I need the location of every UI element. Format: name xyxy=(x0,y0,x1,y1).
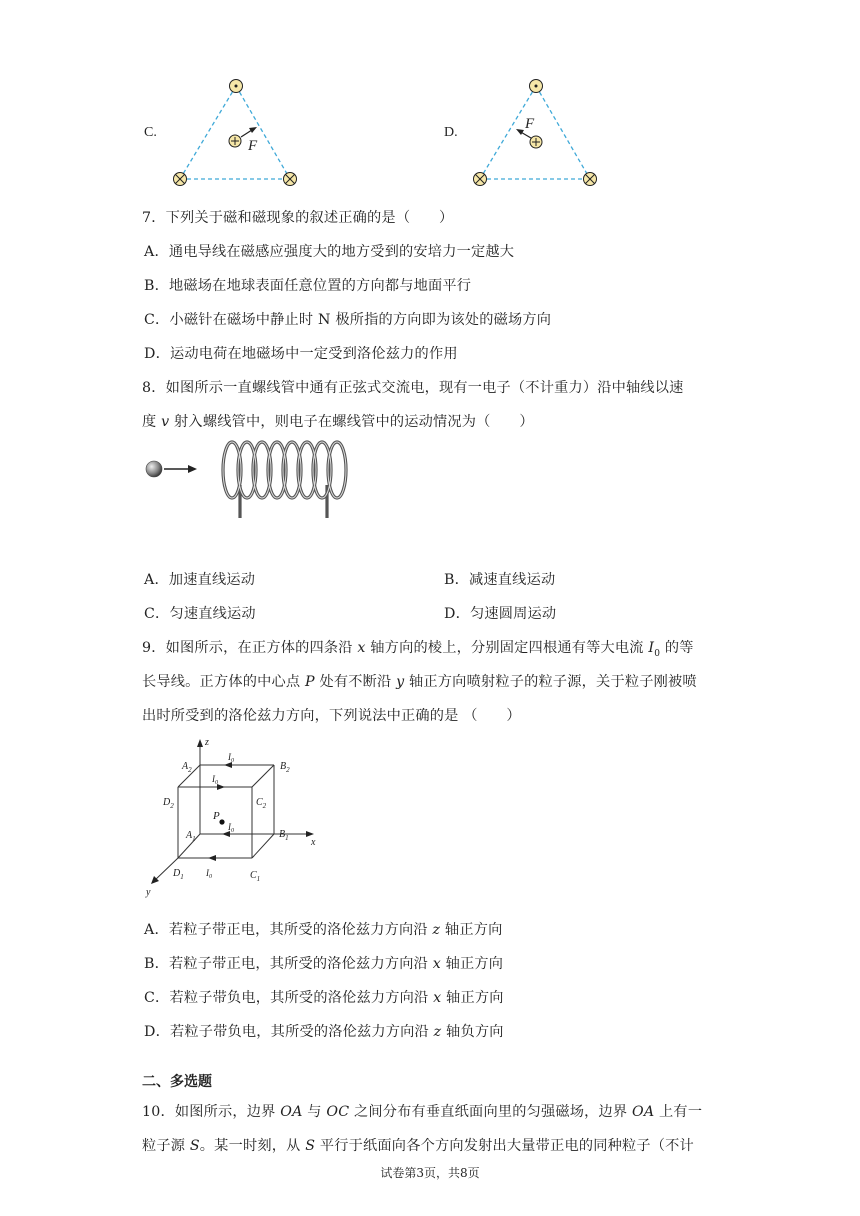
force-label: F xyxy=(248,138,258,154)
svg-text:A1: $A_1$ xyxy=(186,830,196,843)
positive-charge-icon xyxy=(229,135,241,147)
svg-text:I0: $I_0$ xyxy=(228,822,234,834)
option-c-triangle-figure xyxy=(160,70,310,195)
svg-text:z: z xyxy=(205,737,209,748)
wire-into-page-icon xyxy=(474,173,487,186)
electron-icon xyxy=(146,461,162,477)
q7-stem: 7．下列关于磁和磁现象的叙述正确的是（ ） xyxy=(142,210,454,226)
q9-stem-line3: 出时所受到的洛伦兹力方向，下列说法中正确的是 （ ） xyxy=(142,708,521,724)
option-c-label: C. xyxy=(144,125,157,140)
q8-stem-line1: 8．如图所示一直螺线管中通有正弦式交流电，现有一电子（不计重力）沿中轴线以速 xyxy=(142,380,684,396)
q8-option-c: C．匀速直线运动 xyxy=(144,606,256,622)
svg-text:C2: $C_2$ xyxy=(256,797,267,810)
svg-text:D1: $D_1$ xyxy=(173,868,184,881)
q8-option-a: A．加速直线运动 xyxy=(144,572,256,588)
q10-stem-line2: 粒子源 S。某一时刻，从 S 平行于纸面向各个方向发射出大量带正电的同种粒子（不计 xyxy=(142,1138,694,1154)
q8-option-d: D．匀速圆周运动 xyxy=(444,606,557,622)
svg-text:y: y xyxy=(146,887,151,898)
cube-figure xyxy=(140,735,330,903)
z-axis-arrow-icon xyxy=(197,739,203,747)
q7-option-a: A．通电导线在磁感应强度大的地方受到的安培力一定越大 xyxy=(144,244,515,260)
q9-option-a: A．若粒子带正电，其所受的洛伦兹力方向沿 z 轴正方向 xyxy=(144,922,503,938)
svg-text:B1: $B_1$ xyxy=(279,829,289,842)
wire-out-of-page-icon xyxy=(530,80,543,93)
q8-stem-line2: 度 v 射入螺线管中，则电子在螺线管中的运动情况为（ ） xyxy=(142,414,534,430)
q9-option-b: B．若粒子带正电，其所受的洛伦兹力方向沿 x 轴正方向 xyxy=(144,956,504,972)
center-point-p xyxy=(219,819,224,824)
svg-text:D2: $D_2$ xyxy=(163,797,174,810)
q7-option-c: C．小磁针在磁场中静止时 N 极所指的方向即为该处的磁场方向 xyxy=(144,312,552,328)
current-arrow-icon xyxy=(208,855,216,861)
svg-text:A2: $A_2$ xyxy=(182,761,192,774)
option-d-label: D. xyxy=(444,125,458,140)
wire-into-page-icon xyxy=(584,173,597,186)
svg-text:I0: $I_0$ xyxy=(228,752,234,764)
positive-charge-icon xyxy=(530,136,542,148)
q7-option-b: B．地磁场在地球表面任意位置的方向都与地面平行 xyxy=(144,278,472,294)
svg-text:B2: $B_2$ xyxy=(280,761,290,774)
svg-text:P: P xyxy=(213,810,220,822)
q9-stem-line1: 9．如图所示，在正方体的四条沿 x 轴方向的棱上，分别固定四根通有等大电流 $I_0$ 的等 xyxy=(142,640,694,659)
wire-into-page-icon xyxy=(284,173,297,186)
section-title-multiple-choice: 二、多选题 xyxy=(142,1074,212,1090)
q10-stem-line1: 10．如图所示，边界 OA 与 OC 之间分布有垂直纸面向里的匀强磁场，边界 OA 上有一 xyxy=(142,1104,703,1120)
q9-option-c: C．若粒子带负电，其所受的洛伦兹力方向沿 x 轴正方向 xyxy=(144,990,504,1006)
svg-text:C1: $C_1$ xyxy=(250,870,261,883)
current-arrow-icon xyxy=(217,784,225,790)
q7-option-d: D．运动电荷在地磁场中一定受到洛伦兹力的作用 xyxy=(144,346,458,362)
page-footer: 试卷第3页，共8页 xyxy=(380,1166,480,1180)
q9-stem-line2: 长导线。正方体的中心点 P 处有不断沿 y 轴正方向喷射粒子的粒子源，关于粒子刚被喷 xyxy=(142,674,697,690)
option-d-triangle-figure xyxy=(460,70,610,195)
q8-option-b: B．减速直线运动 xyxy=(444,572,556,588)
force-label: F xyxy=(525,116,535,132)
svg-text:I0: $I_0$ xyxy=(212,774,218,786)
q9-option-d: D．若粒子带负电，其所受的洛伦兹力方向沿 z 轴负方向 xyxy=(144,1024,504,1040)
svg-text:I0: $I_0$ xyxy=(206,868,212,880)
solenoid-figure xyxy=(140,430,360,525)
wire-out-of-page-icon xyxy=(230,80,243,93)
wire-into-page-icon xyxy=(174,173,187,186)
svg-text:x: x xyxy=(311,837,316,848)
